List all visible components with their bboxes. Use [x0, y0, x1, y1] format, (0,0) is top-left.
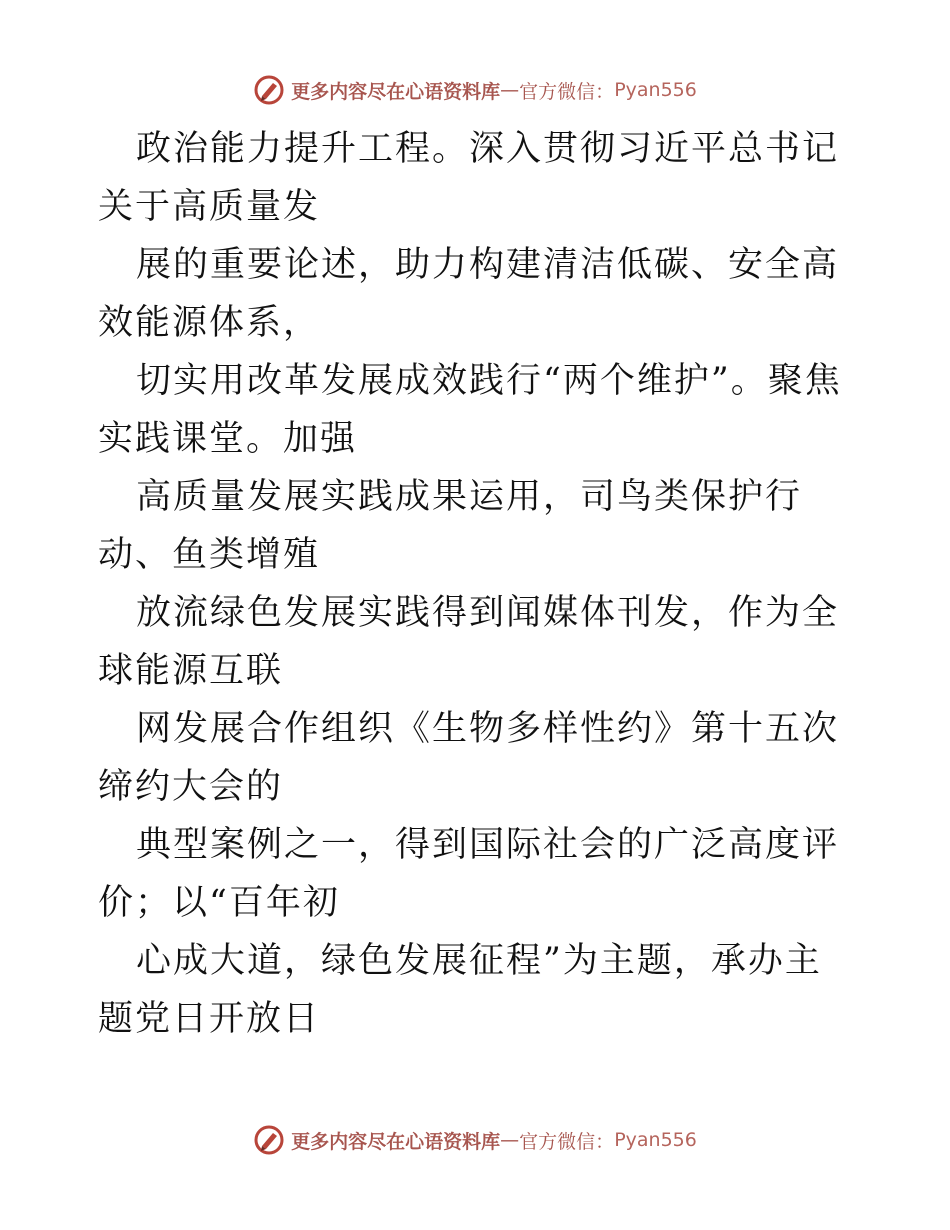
footer-banner-title: 更多内容尽在心语资料库 [291, 1130, 501, 1153]
paragraph-6: 网发展合作组织《生物多样性约》第十五次缔约大会的 [98, 709, 840, 807]
pen-logo-icon [253, 1124, 285, 1156]
header-banner-wechat-id: Pyan556 [614, 79, 697, 101]
footer-banner-wechat-id: Pyan556 [614, 1129, 697, 1151]
paragraph-5: 放流绿色发展实践得到闻媒体刊发，作为全球能源互联 [98, 593, 840, 691]
paragraph-1: 政治能力提升工程。深入贯彻习近平总书记关于高质量发 [98, 129, 840, 227]
header-banner-separator: — [500, 79, 520, 101]
paragraph-8: 心成大道，绿色发展征程”为主题，承办主题党日开放日 [98, 941, 822, 1039]
paragraph-4: 高质量发展实践成果运用，司鸟类保护行动、鱼类增殖 [98, 477, 803, 575]
paragraph-7: 典型案例之一，得到国际社会的广泛高度评价；以“百年初 [98, 825, 840, 923]
footer-banner-wechat-label: 官方微信： [519, 1130, 615, 1153]
paragraph-3: 切实用改革发展成效践行“两个维护”。聚焦实践课堂。加强 [98, 361, 842, 459]
paragraph-2: 展的重要论述，助力构建清洁低碳、安全高效能源体系， [98, 245, 840, 343]
header-banner-title: 更多内容尽在心语资料库 [291, 80, 501, 103]
header-watermark-banner [0, 70, 950, 110]
document-body [98, 120, 858, 1048]
footer-watermark-banner [0, 1120, 950, 1160]
footer-banner-separator: — [500, 1129, 520, 1151]
header-banner-wechat-label: 官方微信： [519, 80, 615, 103]
pen-logo-icon [253, 74, 285, 106]
